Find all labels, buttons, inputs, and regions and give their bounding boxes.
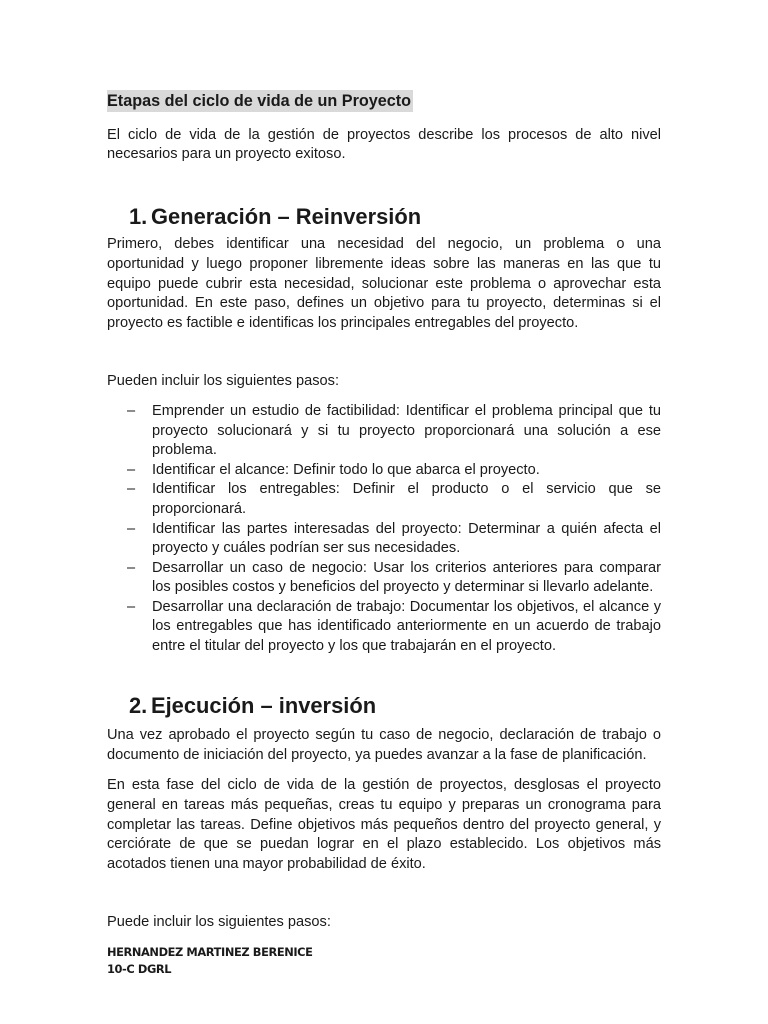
section-2-title: Ejecución – inversión [151, 692, 377, 718]
dash-bullet: – [127, 481, 136, 498]
dash-bullet: – [127, 598, 136, 615]
dash-bullet: – [127, 461, 136, 478]
list-item-text: Desarrollar una declaración de trabajo: Documentar los objetivos, el alcance y los entregables que has identificado anteriormente en un acuerdo de trabajo entre el titular del proyecto y los que trabajarán en el proyecto. [152, 598, 661, 655]
list-item [107, 480, 661, 519]
section-1-paragraph: Primero, debes identificar una necesidad del negocio, un problema o una oportunidad y luego proponer libremente ideas sobre las maneras en las que tu equipo puede cubrir esta necesidad, solucionar este problema o aprovechar esta oportunidad. En este paso, defines un objetivo para tu proyecto, determinas si el proyecto es factible e identificas los principales entregables del proyecto. [107, 236, 661, 331]
section-1-steps-intro: Pueden incluir los siguientes pasos: [107, 373, 340, 390]
section-1-heading [107, 203, 661, 229]
list-item [107, 402, 661, 461]
dash-bullet: – [127, 402, 136, 419]
dash-bullet: – [127, 559, 136, 576]
document-title: Etapas del ciclo de vida de un Proyecto [107, 92, 412, 110]
list-item [107, 461, 661, 481]
footer [107, 944, 313, 978]
section-1-steps-list [107, 402, 661, 657]
list-item-text: Emprender un estudio de factibilidad: Identificar el problema principal que tu proyecto solucionará y si tu proyecto proporcionará una solución a ese problema. [152, 402, 661, 459]
footer-author: HERNANDEZ MARTINEZ BERENICE [107, 945, 313, 959]
list-item [107, 598, 661, 657]
list-item [107, 559, 661, 598]
document-body [107, 90, 661, 933]
section-2-paragraph-1: Una vez aprobado el proyecto según tu caso de negocio, declaración de trabajo o documento de iniciación del proyecto, ya puedes avanzar a la fase de planificación. [107, 727, 661, 763]
list-item-text: Identificar las partes interesadas del proyecto: Determinar a quién afecta el proyecto y cuáles podrían ser sus necesidades. [152, 520, 661, 557]
list-item-text: Identificar el alcance: Definir todo lo que abarca el proyecto. [152, 461, 540, 478]
section-2-number: 2. [129, 692, 148, 718]
footer-group: 10-C DGRL [107, 962, 172, 976]
list-item-text: Desarrollar un caso de negocio: Usar los criterios anteriores para comparar los posibles costos y beneficios del proyecto y determinar si llevarlo adelante. [152, 559, 661, 596]
section-2-heading [107, 692, 661, 718]
intro-paragraph: El ciclo de vida de la gestión de proyectos describe los procesos de alto nivel necesarios para un proyecto exitoso. [107, 126, 661, 163]
section-2-steps-intro: Puede incluir los siguientes pasos: [107, 914, 331, 931]
dash-bullet: – [127, 520, 136, 537]
section-1-number: 1. [129, 203, 148, 229]
section-1-title: Generación – Reinversión [151, 203, 422, 229]
section-2-paragraph-2: En esta fase del ciclo de vida de la gestión de proyectos, desglosas el proyecto general en tareas más pequeñas, creas tu equipo y preparas un cronograma para completar las tareas. Define objetivos más pequeños dentro del proyecto general, y cerciórate de que se puedan lograr en el plazo establecido. Los objetivos más acotados tienen una mayor probabilidad de éxito. [107, 777, 661, 872]
list-item [107, 520, 661, 559]
list-item-text: Identificar los entregables: Definir el producto o el servicio que se proporcionará. [152, 481, 661, 517]
